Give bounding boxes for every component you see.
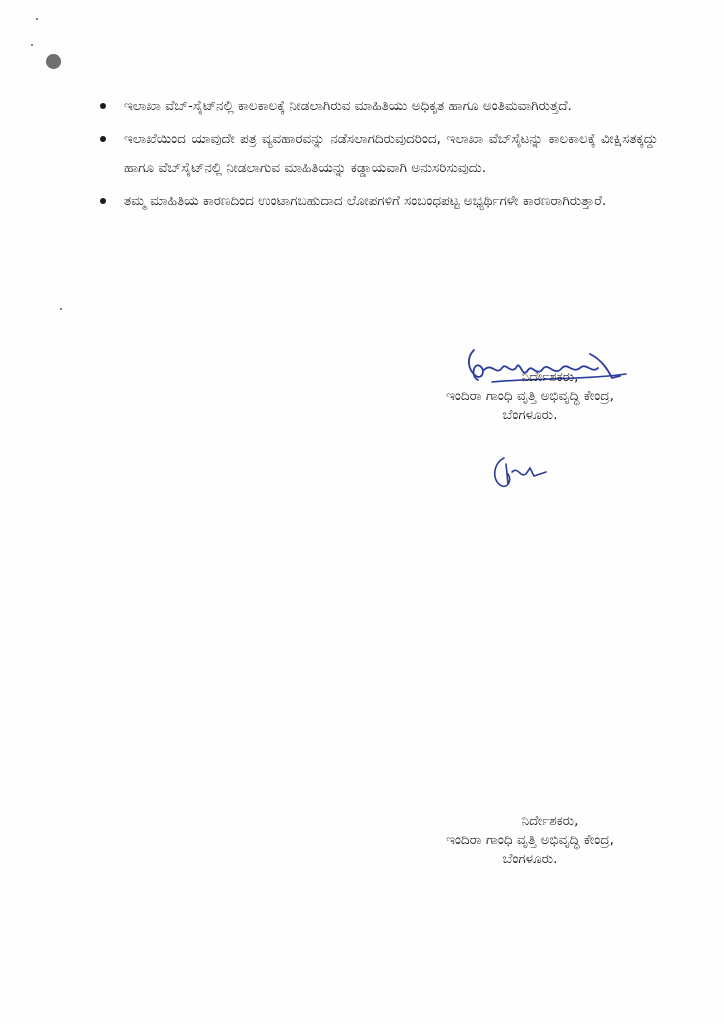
signatory-block xyxy=(380,368,680,425)
signatory-organization: ಇಂದಿರಾ ಗಾಂಧಿ ವೃತ್ತಿ ಅಭಿವೃದ್ಧಿ ಕೇಂದ್ರ, xyxy=(446,388,614,404)
list-item-text: ತಮ್ಮ ಮಾಹಿತಿಯ ಕಾರಣದಿಂದ ಉಂಟಾಗಬಹುದಾದ ಲೋಪಗಳಿಗೆ ಸಂಬಂಧಪಟ್ಟ ಅಭ್ಯರ್ಥಿಗಳೇ ಕಾರಣರಾಗಿರುತ್ತಾರೆ. xyxy=(124,193,607,209)
list-item xyxy=(98,125,658,183)
signatory-title: ನಿರ್ದೇಶಕರು, xyxy=(521,369,579,385)
scan-speck xyxy=(31,44,33,46)
signatory-organization: ಇಂದಿರಾ ಗಾಂಧಿ ವೃತ್ತಿ ಅಭಿವೃದ್ಧಿ ಕೇಂದ್ರ, xyxy=(446,832,614,848)
instruction-list xyxy=(98,92,658,220)
punch-hole xyxy=(46,54,61,69)
list-item-text: ಇಲಾಖಾ ವೆಬ್-ಸೈಟ್‌ನಲ್ಲಿ ಕಾಲಕಾಲಕ್ಕೆ ನೀಡಲಾಗಿರುವ ಮಾಹಿತಿಯು ಅಧಿಕೃತ ಹಾಗೂ ಅಂತಿಮವಾಗಿರುತ್ತದೆ. xyxy=(124,98,572,114)
bullet-dot xyxy=(100,103,106,109)
initials-mark xyxy=(490,454,550,490)
list-item xyxy=(98,92,658,121)
signatory-block-footer xyxy=(380,812,680,869)
bullet-dot xyxy=(100,198,106,204)
signatory-title: ನಿರ್ದೇಶಕರು, xyxy=(521,813,579,829)
signatory-city: ಬೆಂಗಳೂರು. xyxy=(502,407,558,423)
scan-speck xyxy=(36,18,38,20)
scan-speck xyxy=(60,308,62,310)
bullet-dot xyxy=(100,136,106,142)
list-item-text: ಇಲಾಖೆಯಿಂದ ಯಾವುದೇ ಪತ್ರ ವ್ಯವಹಾರವನ್ನು ನಡೆಸಲಾಗದಿರುವುದರಿಂದ, ಇಲಾಖಾ ವೆಬ್‌ಸೈಟನ್ನು ಕಾಲಕಾಲಕ್ಕೆ ವೀಕ್ಷಿಸತಕ್ಕದ್ದು ಹಾಗೂ ವೆಬ್‌ಸೈಟ್‌ನಲ್ಲಿ ನೀಡಲಾಗುವ ಮಾಹಿತಿಯನ್ನು ಕಡ್ಡಾಯವಾಗಿ ಅನುಸರಿಸುವುದು. xyxy=(124,131,658,176)
list-item xyxy=(98,187,658,216)
signatory-city: ಬೆಂಗಳೂರು. xyxy=(502,851,558,867)
